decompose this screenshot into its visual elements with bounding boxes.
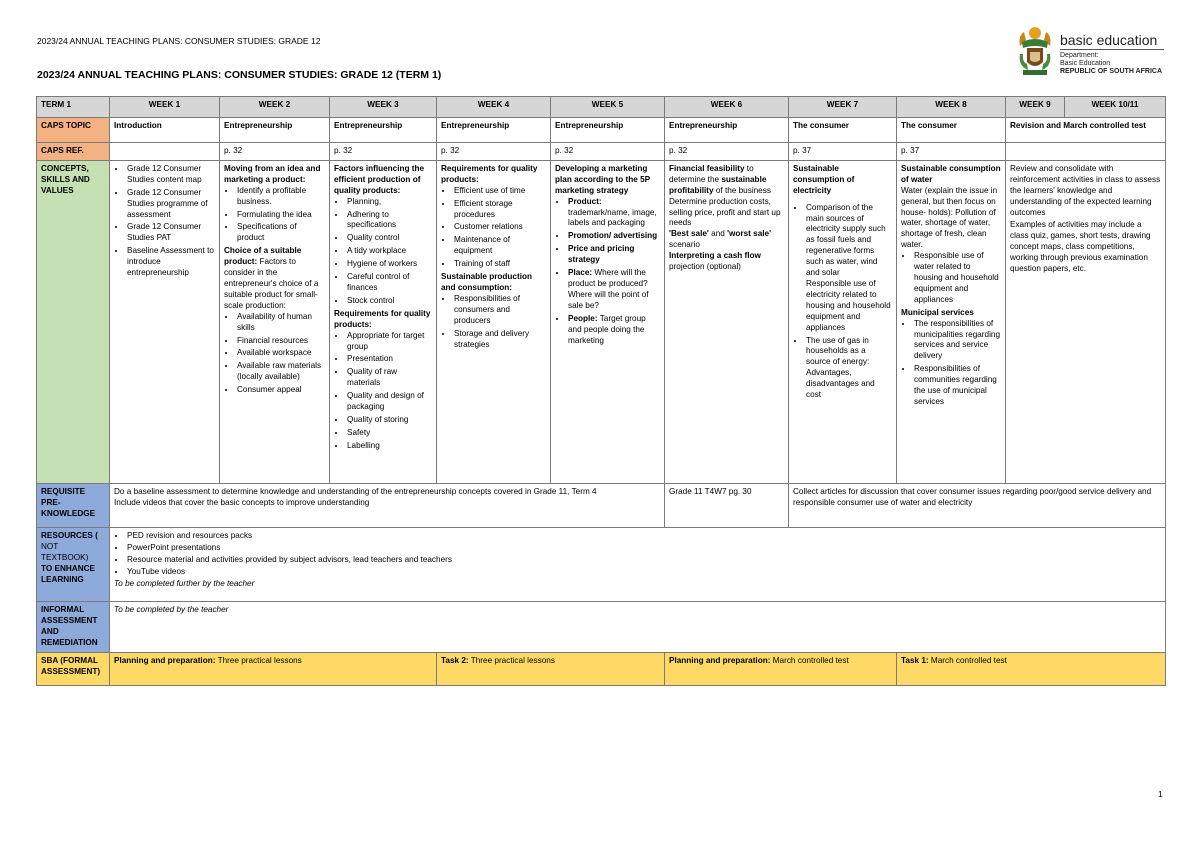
logo-brand-text: basic education — [1060, 32, 1158, 48]
list-item: • Labelling — [346, 441, 432, 452]
sba-task-label: Planning and preparation: — [669, 655, 771, 665]
list-item: • Specifications of product — [236, 222, 325, 244]
list-item: • Maintenance of equipment — [453, 235, 546, 257]
list-item — [805, 203, 892, 334]
body-text: Include videos that cover the basic concepts to improve understanding — [114, 497, 370, 507]
subheading: Developing a marketing plan according to the 5P marketing strategy — [555, 163, 650, 195]
sba-task-text: March controlled test — [928, 655, 1007, 665]
list-item: • PowerPoint presentations — [126, 543, 1161, 554]
item-text: trademark/name, image, labels and packaging — [568, 207, 657, 228]
list-item: • Availability of human skills — [236, 312, 325, 334]
item-label: Place: — [568, 268, 593, 278]
caps-topic-cell: Entrepreneurship — [551, 118, 665, 143]
list-item: • Storage and delivery strategies — [453, 329, 546, 351]
item-label: People: — [568, 313, 598, 323]
list-item — [567, 314, 660, 347]
resources-label-3: TO ENHANCE LEARNING — [41, 563, 95, 584]
list-item: • Baseline Assessment to introduce entrepreneurship — [126, 246, 215, 279]
subheading: Factors influencing the efficient production of quality products: — [334, 163, 425, 195]
caps-ref-cell: p. 37 — [897, 143, 1006, 161]
week-header: WEEK 9 — [1006, 97, 1065, 118]
caps-topic-cell: Introduction — [110, 118, 220, 143]
logo-department: Department: — [1060, 52, 1099, 59]
list-item: • Responsibilities of communities regarding the use of municipal services — [913, 364, 1001, 408]
list-item: • YouTube videos — [126, 567, 1161, 578]
list-item: • Grade 12 Consumer Studies programme of assessment — [126, 188, 215, 221]
row-label-caps-topic: CAPS TOPIC — [37, 118, 110, 143]
page-title: 2023/24 ANNUAL TEACHING PLANS: CONSUMER STUDIES: GRADE 12 (TERM 1) — [37, 69, 442, 81]
informal-cell: To be completed by the teacher — [110, 601, 1166, 652]
sba-task-label: Task 1: — [901, 655, 929, 665]
sba-task-label: Planning and preparation: — [114, 655, 216, 665]
list-item: • Careful control of finances — [346, 272, 432, 294]
item-text: Target group and people doing the marketing — [568, 313, 646, 345]
caps-ref-cell: p. 37 — [789, 143, 897, 161]
concepts-week-4 — [437, 160, 551, 483]
caps-topic-cell: The consumer — [897, 118, 1006, 143]
concepts-week-5 — [551, 160, 665, 483]
list-item: • Quality control — [346, 233, 432, 244]
concepts-week-8 — [897, 160, 1006, 483]
subheading: Sustainable consumption of water — [901, 163, 1001, 184]
sba-weeks-1-3 — [110, 652, 437, 685]
concepts-week-6 — [665, 160, 789, 483]
list-item: • Quality and design of packaging — [346, 391, 432, 413]
body-text: and — [708, 229, 728, 239]
page-number: 1 — [1158, 789, 1163, 799]
sba-task-label: Task 2: — [441, 655, 469, 665]
subheading: Requirements for quality products: — [441, 163, 538, 184]
caps-ref-cell — [110, 143, 220, 161]
resources-label-2: NOT TEXTBOOK) — [41, 541, 89, 562]
list-item: • Resource material and activities provided by subject advisors, lead teachers and teachers — [126, 555, 1161, 566]
coat-of-arms-icon — [1014, 24, 1056, 78]
week-header: WEEK 3 — [330, 97, 437, 118]
week-header: WEEK 10/11 — [1065, 97, 1166, 118]
item-label: Product: — [568, 196, 602, 206]
caps-topic-cell: Entrepreneurship — [437, 118, 551, 143]
caps-ref-cell: p. 32 — [551, 143, 665, 161]
prereq-weeks-7-11: Collect articles for discussion that cover consumer issues regarding poor/good service delivery and responsible consumer use of water and electricity — [789, 483, 1166, 527]
prereq-row — [37, 483, 1166, 527]
row-label-informal: INFORMAL ASSESSMENT AND REMEDIATION — [37, 601, 110, 652]
concepts-week-3 — [330, 160, 437, 483]
list-item — [567, 244, 660, 266]
list-item: • Stock control — [346, 296, 432, 307]
row-label-prereq: REQUISITE PRE-KNOWLEDGE — [37, 483, 110, 527]
logo-republic: REPUBLIC OF SOUTH AFRICA — [1060, 68, 1163, 75]
body-text: Examples of activities may include a class quiz, games, short tests, drawing concept maps, class competitions, working through previous examination question papers, etc. — [1010, 220, 1151, 274]
subheading: Moving from an idea and marketing a product: — [224, 163, 321, 184]
caps-topic-row — [37, 118, 1166, 143]
emphasis: sustainable profitability — [669, 174, 767, 195]
week-header: WEEK 4 — [437, 97, 551, 118]
resources-cell — [110, 527, 1166, 601]
list-item — [567, 197, 660, 230]
concepts-row — [37, 160, 1166, 483]
subheading: Municipal services — [901, 307, 974, 317]
dbe-logo — [1014, 24, 1164, 80]
annual-teaching-plan-table — [36, 96, 1166, 686]
list-item: • Appropriate for target group — [346, 331, 432, 353]
list-item: • Formulating the idea — [236, 210, 325, 221]
sba-task-text: Three practical lessons — [468, 655, 555, 665]
week-header: WEEK 2 — [220, 97, 330, 118]
body-text: Water (explain the issue in general, but then focus on house- holds): Pollution of water, shortage of water, shortage of fresh, clean water. — [901, 185, 998, 250]
concepts-week-2 — [220, 160, 330, 483]
informal-row — [37, 601, 1166, 652]
row-label-concepts: CONCEPTS, SKILLS AND VALUES — [37, 160, 110, 483]
list-item: • PED revision and resources packs — [126, 531, 1161, 542]
list-item: • Responsible use of water related to housing and household equipment and appliances — [913, 251, 1001, 306]
body-text: Review and consolidate with reinforcement activities in class to assess the learners' knowledge and understanding of the expected learning outcomes — [1010, 163, 1161, 217]
sba-weeks-4-5 — [437, 652, 665, 685]
resources-note: To be completed further by the teacher — [114, 578, 255, 588]
subheading: Requirements for quality products: — [334, 308, 431, 329]
caps-topic-cell: Revision and March controlled test — [1006, 118, 1166, 143]
row-label-resources — [37, 527, 110, 601]
emphasis: 'Best sale' — [669, 229, 709, 239]
body-text: projection (optional) — [669, 262, 741, 272]
week-header-row — [37, 97, 1166, 118]
sba-weeks-6-7 — [665, 652, 897, 685]
list-item: • Grade 12 Consumer Studies content map — [126, 164, 215, 186]
list-item: • Responsibilities of consumers and producers — [453, 294, 546, 327]
subheading: Choice of a suitable product: — [224, 246, 302, 267]
list-item: • Efficient use of time — [453, 186, 546, 197]
list-item: • Safety — [346, 428, 432, 439]
caps-topic-cell: Entrepreneurship — [330, 118, 437, 143]
list-item — [567, 268, 660, 312]
week-header: WEEK 5 — [551, 97, 665, 118]
sba-task-text: March controlled test — [770, 655, 849, 665]
body-text: to determine the — [669, 163, 754, 184]
list-item: • Available workspace — [236, 348, 325, 359]
concepts-week-7 — [789, 160, 897, 483]
caps-topic-cell: Entrepreneurship — [220, 118, 330, 143]
item-text: • Comparison of the main sources of electricity supply such as fossil fuels and regenerative forms such as water, wind and solar — [806, 202, 886, 278]
caps-topic-cell: Entrepreneurship — [665, 118, 789, 143]
list-item: • Hygiene of workers — [346, 259, 432, 270]
caps-ref-cell: p. 32 — [330, 143, 437, 161]
body-text: of the business — [713, 185, 771, 195]
week-header: WEEK 7 — [789, 97, 897, 118]
list-item: • Presentation — [346, 354, 432, 365]
subheading: Interpreting a cash flow — [669, 251, 761, 261]
list-item: • A tidy workplace — [346, 246, 432, 257]
row-label-sba: SBA (FORMAL ASSESSMENT) — [37, 652, 110, 685]
sba-row — [37, 652, 1166, 685]
list-item: • Quality of raw materials — [346, 367, 432, 389]
list-item: • The responsibilities of municipalities regarding services and service delivery — [913, 319, 1001, 363]
logo-divider — [1060, 49, 1164, 50]
term-label: TERM 1 — [37, 97, 110, 118]
list-item: • Planning, — [346, 197, 432, 208]
list-item: • Quality of storing — [346, 415, 432, 426]
body-text: scenario — [669, 240, 700, 250]
body-text: Determine production costs, selling price, profit and start up needs — [669, 196, 781, 228]
sba-task-text: Three practical lessons — [215, 655, 302, 665]
list-item: • Customer relations — [453, 222, 546, 233]
list-item: • Consumer appeal — [236, 385, 325, 396]
item-text: Responsible use of electricity related to housing and household equipment and appliances — [806, 278, 891, 332]
item-label: Price and pricing strategy — [568, 244, 635, 265]
list-item: • The use of gas in households as a source of energy: Advantages, disadvantages and cost — [805, 336, 892, 401]
week-header: WEEK 8 — [897, 97, 1006, 118]
caps-ref-cell: p. 32 — [220, 143, 330, 161]
resources-label-1: RESOURCES ( — [41, 530, 98, 540]
logo-basic-education: Basic Education — [1060, 60, 1111, 67]
list-item: • Identify a profitable business. — [236, 186, 325, 208]
week-header: WEEK 6 — [665, 97, 789, 118]
list-item: • Efficient storage procedures — [453, 199, 546, 221]
concepts-week-1 — [110, 160, 220, 483]
subheading: Sustainable production and consumption: — [441, 272, 532, 292]
list-item: • Available raw materials (locally available) — [236, 361, 325, 383]
week-header: WEEK 1 — [110, 97, 220, 118]
caps-ref-row — [37, 143, 1166, 161]
emphasis: Financial feasibility — [669, 163, 745, 173]
list-item: • Financial resources — [236, 336, 325, 347]
item-label: Promotion/ advertising — [568, 231, 658, 241]
list-item: • Adhering to specifications — [346, 210, 432, 232]
body-text: Factors to consider in the entrepreneur's choice of a suitable product for small-scale production: — [224, 257, 319, 310]
list-item: • Training of staff — [453, 259, 546, 270]
concepts-week-9-11 — [1006, 160, 1166, 483]
running-header: 2023/24 ANNUAL TEACHING PLANS: CONSUMER STUDIES: GRADE 12 — [37, 36, 321, 46]
resources-row — [37, 527, 1166, 601]
caps-ref-cell: p. 32 — [665, 143, 789, 161]
emphasis: 'worst sale' — [727, 229, 772, 239]
caps-ref-cell: p. 32 — [437, 143, 551, 161]
body-text: Do a baseline assessment to determine knowledge and understanding of the entrepreneurship concepts covered in Grade 11, Term 4 — [114, 486, 597, 496]
prereq-week-6: Grade 11 T4W7 pg. 30 — [665, 483, 789, 527]
row-label-caps-ref: CAPS REF. — [37, 143, 110, 161]
prereq-weeks-1-5 — [110, 483, 665, 527]
item-text: Where will the product be produced? Where will the point of sale be? — [568, 268, 649, 310]
caps-ref-cell — [1006, 143, 1166, 161]
subheading: Sustainable consumption of electricity — [793, 163, 855, 195]
sba-weeks-8-11 — [897, 652, 1166, 685]
list-item: • Grade 12 Consumer Studies PAT — [126, 222, 215, 244]
list-item — [567, 231, 660, 242]
caps-topic-cell: The consumer — [789, 118, 897, 143]
